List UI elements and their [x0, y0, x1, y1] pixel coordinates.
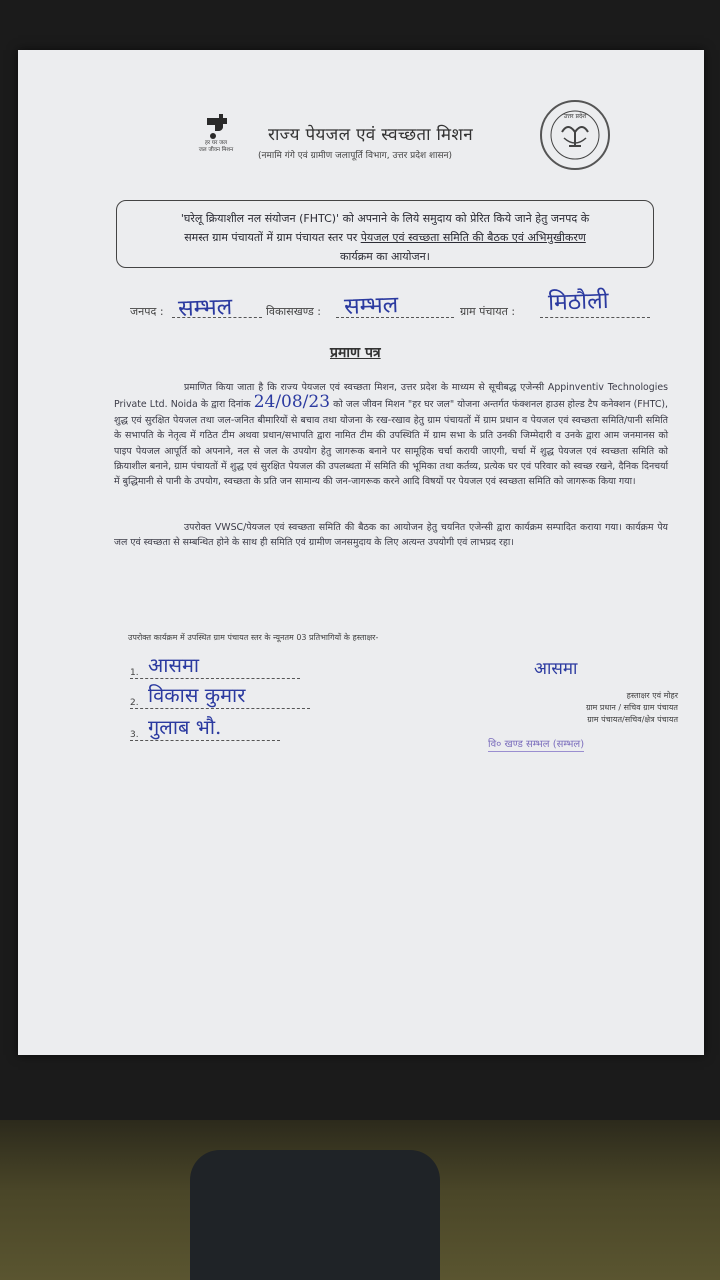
header-subtitle: (नमामि गंगे एवं ग्रामीण जलापूर्ति विभाग, उत्तर प्रदेश शासन): [258, 151, 453, 161]
attendees-intro: उपरोक्त कार्यक्रम में उपस्थित ग्राम पंचायत स्तर के न्यूनतम 03 प्रतिभागियों के हस्ताक्षर-: [128, 633, 379, 642]
attendee-row: [130, 680, 310, 709]
district-value: सम्भल: [177, 294, 233, 322]
attendee-number: 2.: [130, 698, 139, 708]
block-value: सम्भल: [343, 292, 399, 320]
certificate-title: प्रमाण पत्र: [330, 345, 381, 361]
certificate-paragraph-2: [114, 520, 668, 551]
officer-line-2: ग्राम प्रधान / सचिव ग्राम पंचायत: [585, 703, 678, 712]
seal-text: उत्तर प्रदेश: [563, 113, 587, 120]
header-title: राज्य पेयजल एवं स्वच्छता मिशन: [268, 125, 473, 145]
attendee-row: [130, 650, 300, 679]
up-government-seal: [540, 100, 610, 170]
notice-line-3: कार्यक्रम का आयोजन।: [340, 250, 430, 263]
block-label: विकासखण्ड :: [266, 305, 322, 318]
attendee-signature: आसमा: [148, 653, 200, 677]
location-fields: [130, 287, 690, 326]
officer-designation: [488, 690, 678, 726]
attendee-signature: गुलाब भौ.: [148, 715, 222, 739]
officer-signature: आसमा: [534, 659, 578, 679]
para1-rest: को जल जीवन मिशन "हर घर जल" योजना अन्तर्गत फंक्शनल हाउस होल्ड टैप कनेक्शन (FHTC), शुद्ध एवं सुरक्षित पेयजल तथा जल-जनित बीमारियों से बचाव तथा योजना के रख-रखाव हेतु ग्राम पंचायतों में ग्राम प्रधान व पेयजल एवं स्वच्छता समिति/पानी समिति के सभापति के नेतृत्व में गठित टीम अथवा प्रधान/सभापति द्वारा नामित टीम की उपस्थिति में ग्राम सभा के प्रति उनकी जिम्मेदारी व उनके द्वारा आम जनमानस को पाइप पेयजल आपूर्ति को अपनाने, नल से जल के उपयोग हेतु जागरूक बनाने पर सामूहिक चर्चा करायी जाएगी, चर्चा में शुद्ध पेयजल एवं स्वच्छता समिति को क्रियाशील बनाने, ग्राम पंचायतों में शुद्ध एवं सुरक्षित पेयजल की उपलब्धता में समिति की भूमिका तथा कर्तव्य, प्रत्येक घर एवं परिवार को स्वच्छ रखने, दैनिक दिनचर्या में बुद्धिमानी से पानी के उपयोग, स्वच्छता के प्रति जन सामान्य की जन-जागरूक करने आदि विषयों पर पेयजल एवं स्वच्छता समिति को जागरूक किया गया।: [114, 399, 669, 488]
attendee-number: 1.: [130, 668, 139, 678]
notice-line-2-text: समस्त ग्राम पंचायतों में ग्राम पंचायत स्तर पर: [184, 231, 361, 244]
para1-start: प्रमाणित किया जाता है कि राज्य पेयजल एवं स्वच्छता मिशन, उत्तर प्रदेश के माध्यम से सूचीबद्ध एजेन्सी Appinventiv Technologies Private Ltd. Noida के द्वारा दिनांक: [114, 382, 668, 411]
notice-line-1: 'घरेलू क्रियाशील नल संयोजन (FHTC)' को अपनाने के लिये समुदाय को प्रेरित किये जाने हेतु जनपद के: [180, 212, 590, 225]
document-page: [18, 50, 704, 1055]
notice-line-2-underlined: पेयजल एवं स्वच्छता समिति की बैठक एवं अभिमुखीकरण: [360, 231, 586, 244]
certificate-paragraph-1: [114, 380, 668, 490]
program-date: 24/08/23: [253, 392, 331, 413]
panchayat-line: [540, 317, 650, 318]
officer-line-3: ग्राम पंचायत/सचिव/क्षेत्र पंचायत: [587, 715, 678, 724]
notice-line-2: [127, 228, 643, 247]
water-tap-icon: [199, 110, 233, 140]
jal-jeevan-mission-logo: [186, 110, 246, 170]
panchayat-label: ग्राम पंचायत :: [460, 305, 516, 318]
notice-box: [116, 200, 654, 268]
officer-line-1: हस्ताक्षर एवं मोहर: [626, 691, 678, 700]
fabric-background: [190, 1150, 440, 1280]
para2-text: उपरोक्त VWSC/पेयजल एवं स्वच्छता समिति की बैठक का आयोजन हेतु चयनित एजेन्सी द्वारा कार्यक्रम सम्पादित कराया गया। कार्यक्रम पेय जल एवं स्वच्छता से सम्बन्धित होने के साथ ही समिति एवं ग्रामीण जनसमुदाय के लिए अत्यन्त उपयोगी एवं लाभप्रद रहा।: [114, 522, 668, 549]
attendee-signature: विकास कुमार: [148, 683, 246, 707]
attendee-row: [130, 712, 280, 741]
district-label: जनपद :: [130, 305, 164, 318]
panchayat-value: मिठौली: [547, 287, 610, 317]
official-stamp: वि० खण्ड सम्भल (सम्भल): [488, 736, 584, 752]
logo-caption: हर घर जल जल जीवन मिशन: [198, 140, 234, 153]
attendee-number: 3.: [130, 730, 139, 740]
